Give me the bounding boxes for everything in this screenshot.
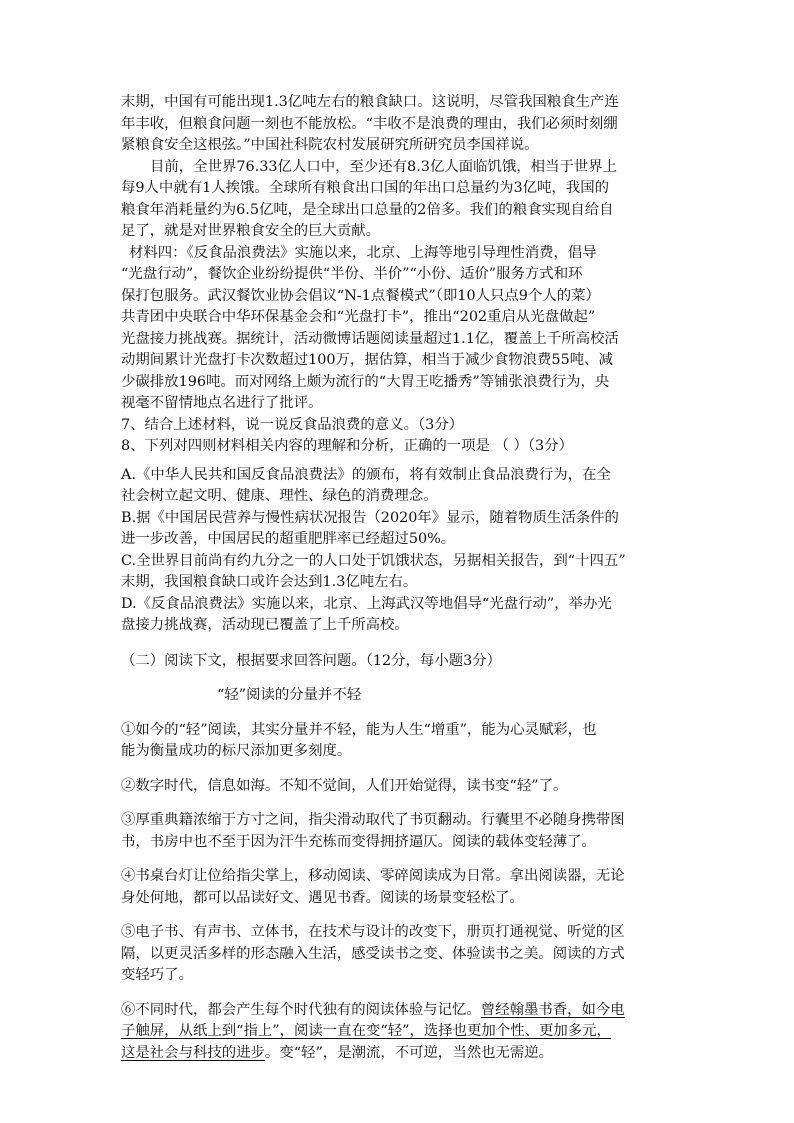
question-7: 7、结合上述材料，说一说反食品浪费的意义。（3分） bbox=[121, 416, 464, 433]
material3-paragraph-2 bbox=[121, 157, 681, 243]
text-line: ②数字时代，信息如海。不知不觉间，人们开始觉得，读书变“轻”了。 bbox=[121, 777, 568, 794]
underlined-text: 这是社会与科技的进步 bbox=[121, 1044, 265, 1061]
text-line: 盘接力挑战赛，活动现已覆盖了上千所高校。 bbox=[121, 617, 409, 633]
text-line: 动期间累计光盘打卡次数超过100万，据估算，相当于减少食物浪费55吨、减 bbox=[121, 352, 613, 368]
article-paragraph-6 bbox=[121, 1000, 681, 1065]
question-8: 8、下列对四则材料相关内容的理解和分析，正确的一项是 （ ）（3分） bbox=[121, 438, 573, 454]
text-line: 能为衡量成功的标尺添加更多刻度。 bbox=[121, 743, 352, 759]
text-line: 进一步改善，中国居民的超重肥胖率已经超过50%。 bbox=[121, 531, 456, 547]
text-line: 隔，以更灵活多样的形态融入生活，感受读书之变、体验读书之美。阅读的方式 bbox=[121, 945, 625, 962]
material3-paragraph bbox=[121, 92, 681, 157]
text-line: 共青团中央联合中华环保基金会和“光盘打卡”，推出“202重启从光盘做起” bbox=[121, 309, 596, 325]
text-line: 视毫不留情地点名进行了批评。 bbox=[121, 395, 323, 411]
text-line: ④书桌台灯让位给指尖掌上，移动阅读、零碎阅读成为日常。拿出阅读器，无论 bbox=[121, 868, 625, 884]
text-line bbox=[121, 1000, 681, 1022]
material4-paragraph bbox=[121, 243, 681, 415]
text-line: 少碳排放196吨。而对网络上颇为流行的“大胃王吃播秀”等铺张浪费行为，央 bbox=[121, 373, 610, 390]
text-line: 年丰收，但粮食问题一刻也不能放松。“丰收不是浪费的理由，我们必须时刻绷 bbox=[121, 115, 618, 132]
text-line: ①如今的“轻”阅读，其实分量并不轻，能为人生“增重”，能为心灵赋彩，也 bbox=[121, 721, 597, 738]
text-line: ⑤电子书、有声书、立体书，在技术与设计的改变下，册页打通视觉、听觉的区 bbox=[121, 924, 625, 940]
text-line: “光盘行动”，餐饮企业纷纷提供“半份、半价”“小份、适价”服务方式和环 bbox=[121, 266, 583, 282]
question-8-options bbox=[121, 465, 681, 637]
article-paragraph-4 bbox=[121, 866, 681, 909]
option-d bbox=[121, 594, 681, 637]
text-line: 材料四：《反食品浪费法》实施以来，北京、上海等地引导理性消费，倡导 bbox=[129, 244, 597, 261]
text-line: 社会树立起文明、健康、理性、绿色的消费理念。 bbox=[121, 488, 438, 504]
text-line: 书，书房中也不至于因为汗牛充栋而变得拥挤逼仄。阅读的载体变轻薄了。 bbox=[121, 833, 596, 850]
article-paragraph-5 bbox=[121, 922, 681, 987]
option-b bbox=[121, 508, 681, 551]
option-c bbox=[121, 551, 681, 594]
text-line: 光盘接力挑战赛。据统计，活动微博话题阅读量超过1.1亿，覆盖上千所高校活 bbox=[121, 330, 619, 347]
text-line: 紧粮食安全这根弦。”中国社科院农村发展研究所研究员李国祥说。 bbox=[121, 137, 539, 153]
text-line: D.《反食品浪费法》实施以来，北京、上海武汉等地倡导“光盘行动”，举办光 bbox=[121, 595, 612, 612]
text-line: 变轻巧了。 bbox=[121, 967, 193, 983]
text-line: C.全世界目前尚有约九分之一的人口处于饥饿状态，另据相关报告，到“十四五” bbox=[121, 552, 626, 569]
text-line: B.据《中国居民营养与慢性病状况报告（2020年》显示，随着物质生活条件的 bbox=[121, 509, 619, 526]
text-line: 每9人中就有1人挨饿。全球所有粮食出口国的年出口总量约为3亿吨，我国的 bbox=[121, 180, 609, 196]
article-paragraph-2 bbox=[121, 776, 681, 798]
option-a bbox=[121, 465, 681, 508]
section-heading: （二）阅读下文，根据要求回答问题。（12分，每小题3分） bbox=[121, 652, 502, 669]
underlined-text: 子触屏，从纸上到“指上”，阅读一直在变“轻”，选择也更加个性、更加多元， bbox=[121, 1023, 611, 1039]
text-line: 粮食年消耗量约为6.5亿吨，是全球出口总量的2倍多。我们的粮食实现自给自 bbox=[121, 201, 614, 218]
text-line: 目前，全世界76.33亿人口中，至少还有8.3亿人面临饥饿，相当于世界上 bbox=[150, 158, 618, 175]
article-paragraph-1 bbox=[121, 720, 681, 763]
text-line: 末期，我国粮食缺口或许会达到1.3亿吨左右。 bbox=[121, 574, 418, 590]
text-line bbox=[121, 1043, 681, 1065]
underlined-text: 曾经翰墨书香，如今电 bbox=[480, 1001, 625, 1018]
text-line: A.《中华人民共和国反食品浪费法》的颁布，将有效制止食品浪费行为，在全 bbox=[121, 466, 611, 483]
text-line: ③厚重典籍浓缩于方寸之间，指尖滑动取代了书页翻动。行囊里不必随身携带图 bbox=[121, 812, 625, 828]
article-title: “轻”阅读的分量并不轻 bbox=[217, 687, 362, 703]
text-line: 身处何地，都可以品读好文、遇见书香。阅读的场景变轻松了。 bbox=[121, 889, 524, 906]
text-line: 末期，中国有可能出现1.3亿吨左右的粮食缺口。这说明，尽管我国粮食生产连 bbox=[121, 94, 619, 110]
text-line bbox=[121, 1021, 681, 1043]
exam-page bbox=[121, 92, 681, 1064]
text-line: 足了，就是对世界粮食安全的巨大贡献。 bbox=[121, 223, 381, 239]
plain-text: 。变“轻”，是潮流，不可逆，当然也无需逆。 bbox=[264, 1044, 554, 1061]
plain-text: ⑥不同时代，都会产生每个时代独有的阅读体验与记忆。 bbox=[121, 1001, 481, 1018]
text-line: 保打包服务。武汉餐饮业协会倡议“N-1点餐模式”（即10人只点9个人的菜） bbox=[121, 287, 600, 304]
article-paragraph-3 bbox=[121, 810, 681, 853]
